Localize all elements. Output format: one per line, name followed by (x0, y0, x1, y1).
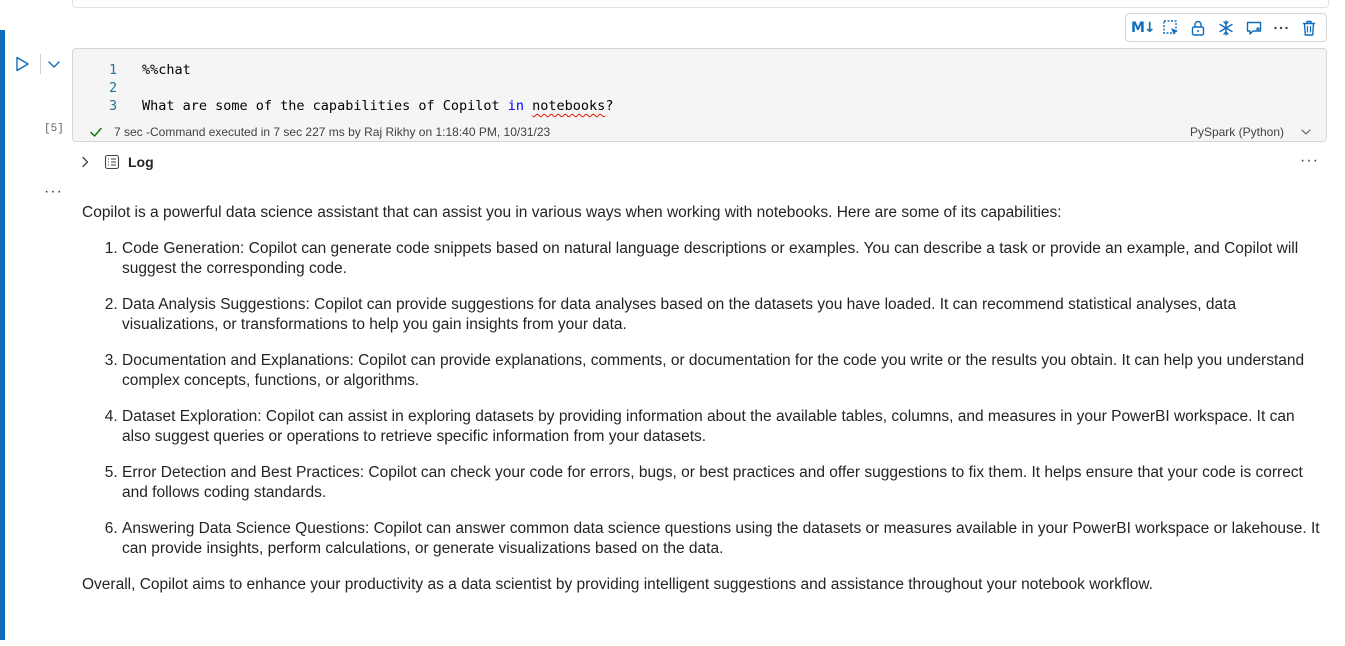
output-menu-button[interactable]: ··· (44, 183, 63, 200)
delete-cell-button[interactable] (1297, 16, 1321, 40)
select-cell-button[interactable] (1159, 16, 1183, 40)
more-horizontal-icon (1272, 19, 1290, 37)
more-options-button[interactable] (1269, 16, 1293, 40)
lock-button[interactable] (1186, 16, 1210, 40)
code-text: %%chat (142, 62, 191, 78)
output-intro: Copilot is a powerful data science assistant that can assist you in various ways when working with notebooks. Here are some of its capabilities: (82, 204, 1062, 221)
list-item: 2. Data Analysis Suggestions: Copilot can provide suggestions for data analyses based on the datasets you have loaded. It can recommend statistical analyses, data visualizations, or transformations to help you gain insights from your data. (122, 295, 1327, 335)
active-cell-indicator (0, 30, 5, 640)
list-item: 1. Code Generation: Copilot can generate code snippets based on natural language descriptions or examples. You can describe a task or provide an example, and Copilot will suggest the corresponding code. (122, 239, 1327, 279)
code-text (142, 98, 613, 114)
run-cell-icon[interactable] (13, 55, 31, 73)
log-label: Log (128, 154, 154, 170)
execution-status-bar (73, 124, 1326, 140)
list-item: 5. Error Detection and Best Practices: Copilot can check your code for errors, bugs, or best practices and offer suggestions to fix them. It helps ensure that your code is correct and follows coding standards. (122, 463, 1327, 503)
comment-button[interactable] (1242, 16, 1266, 40)
line-number: 1 (109, 62, 118, 78)
list-item: 4. Dataset Exploration: Copilot can assist in exploring datasets by providing information about the available tables, columns, and measures in your PowerBI workspace. It can also suggest queries or operations to retrieve specific information from your datasets. (122, 407, 1327, 447)
snowflake-icon (1217, 19, 1235, 37)
execution-status-text: 7 sec -Command executed in 7 sec 227 ms by Raj Rikhy on 1:18:40 PM, 10/31/23 (114, 125, 551, 139)
language-selector[interactable]: PySpark (Python) (1189, 125, 1284, 139)
markdown-toggle-button[interactable] (1131, 16, 1155, 40)
code-keyword: in (507, 98, 525, 114)
previous-cell-bottom (72, 0, 1329, 8)
execution-count: [5] (44, 123, 64, 135)
chevron-down-icon[interactable] (1300, 126, 1312, 138)
list-item: 3. Documentation and Explanations: Copilot can provide explanations, comments, or documentation for the code you write or the results you obtain. It can help you understand complex concepts, functions, or algorithms. (122, 351, 1327, 391)
cell-toolbar (1125, 13, 1327, 42)
code-text-segment (524, 98, 532, 114)
line-number: 3 (109, 98, 118, 114)
gutter-divider (40, 54, 41, 74)
trash-icon (1300, 19, 1318, 37)
code-text-segment: ? (605, 98, 614, 114)
markdown-icon: M↓ (1131, 19, 1155, 36)
freeze-button[interactable] (1214, 16, 1238, 40)
output-more-options-button[interactable]: ··· (1300, 152, 1319, 169)
chevron-down-icon[interactable] (46, 56, 62, 72)
cell-output (82, 203, 1327, 595)
comment-icon (1245, 19, 1263, 37)
line-number: 2 (109, 80, 118, 96)
spellcheck-word: notebooks (532, 98, 606, 114)
log-list-icon (104, 154, 120, 170)
list-item: 6. Answering Data Science Questions: Copilot can answer common data science questions using the datasets or measures available in your PowerBI workspace or lakehouse. It can provide insights, perform calculations, or generate visualizations based on the data. (122, 519, 1327, 559)
lock-icon (1189, 19, 1207, 37)
capabilities-list (82, 239, 1327, 559)
select-cell-icon (1162, 19, 1180, 37)
log-toggle[interactable] (78, 152, 378, 174)
code-cell-editor[interactable] (72, 48, 1327, 142)
chevron-right-icon[interactable] (78, 155, 92, 169)
checkmark-icon (89, 125, 103, 139)
code-text-segment: What are some of the capabilities of Copilot (142, 98, 508, 114)
output-summary: Overall, Copilot aims to enhance your productivity as a data scientist by providing intelligent suggestions and assistance throughout your notebook workflow. (82, 576, 1153, 593)
